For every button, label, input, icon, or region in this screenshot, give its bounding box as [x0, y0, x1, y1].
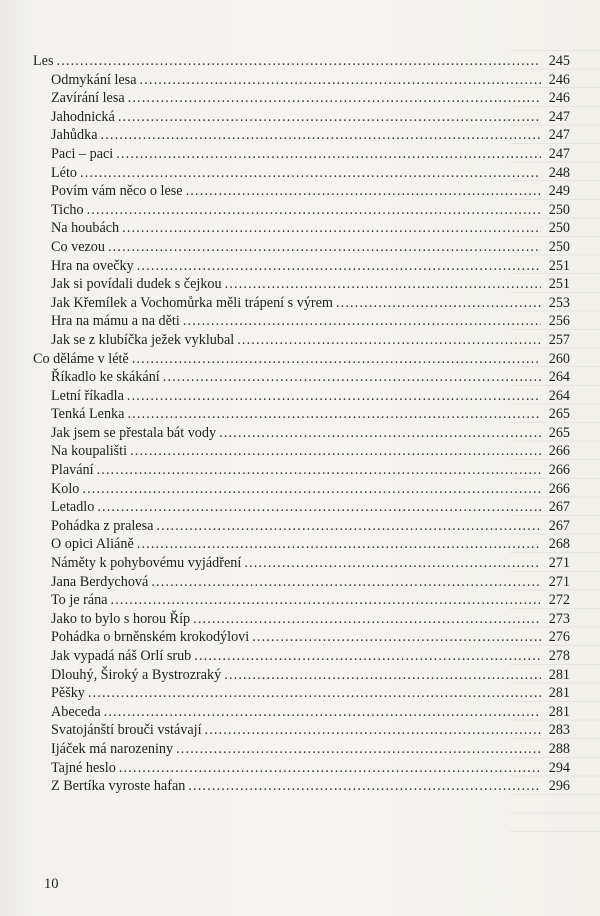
toc-entry [33, 461, 570, 480]
dot-leader [336, 294, 541, 313]
toc-entry-title: Odmykání lesa [51, 71, 137, 88]
toc-entry [33, 387, 570, 406]
dot-leader [252, 628, 541, 647]
toc-entry [33, 517, 570, 536]
toc-entry [33, 126, 570, 145]
dot-leader [237, 331, 541, 350]
toc-entry-title: Jak si povídali dudek s čejkou [51, 276, 222, 293]
toc-entry-page: 267 [548, 499, 570, 516]
dot-leader [219, 424, 541, 443]
toc-entry-page: 253 [548, 294, 570, 311]
dot-leader [119, 759, 541, 778]
dot-leader [111, 591, 541, 610]
toc-entry [33, 554, 570, 573]
toc-entry-title: Jak Křemílek a Vochomůrka měli trápení s výrem [51, 294, 333, 311]
toc-entry-page: 246 [548, 71, 570, 88]
dot-leader [225, 275, 541, 294]
toc-entry-page: 271 [548, 573, 570, 590]
dot-leader [122, 219, 541, 238]
toc-entry [33, 498, 570, 517]
dot-leader [163, 368, 541, 387]
toc-entry-page: 266 [548, 480, 570, 497]
toc-entry-title: Jak vypadá náš Orlí srub [51, 648, 192, 664]
dot-leader [97, 498, 541, 517]
toc-entry-title: Říkadlo ke skákání [51, 369, 160, 386]
dot-leader [205, 721, 541, 740]
dot-leader [88, 684, 541, 703]
toc-entry-page: 247 [548, 145, 570, 162]
toc-entry [33, 108, 570, 127]
toc-entry-title: Jak se z klubíčka ježek vyklubal [51, 331, 235, 348]
toc-entry-page: 294 [548, 759, 570, 776]
dot-leader [176, 740, 541, 759]
toc-entry [33, 591, 570, 610]
toc-entry-title: Co vezou [51, 238, 105, 255]
toc-entry-title: Hra na mámu a na děti [51, 313, 180, 330]
dot-leader [188, 777, 541, 796]
toc-entry-page: 250 [548, 220, 570, 237]
dot-leader [128, 89, 541, 108]
toc-entry-title: Abeceda [51, 703, 101, 720]
toc-entry-title: Na koupališti [51, 443, 128, 460]
toc-entry [33, 684, 570, 703]
toc-entry [33, 777, 570, 796]
toc-entry [33, 238, 570, 257]
dot-leader [137, 257, 541, 276]
toc-entry [33, 331, 570, 350]
toc-section [33, 52, 570, 71]
toc-entry [33, 219, 570, 238]
toc-entry-title: Jahůdka [51, 127, 98, 144]
toc-entry-title: Svatojánští brouči vstávají [51, 722, 202, 739]
toc-entry-title: Jako to bylo s horou Říp [51, 610, 191, 627]
toc-entry-title: Z Bertíka vyroste hafan [51, 778, 186, 795]
toc-entry-page: 251 [548, 276, 570, 293]
page-number: 10 [44, 876, 59, 892]
toc-entry-title: Kolo [51, 480, 80, 497]
toc-entry-title: Náměty k pohybovému vyjádření [51, 555, 242, 572]
toc-entry-page: 264 [548, 369, 570, 386]
dot-leader [194, 647, 541, 666]
toc-entry [33, 703, 570, 722]
table-of-contents [33, 52, 570, 796]
toc-entry-page: 296 [548, 778, 570, 795]
toc-entry-title: Les [33, 53, 54, 69]
dot-leader [224, 666, 541, 685]
toc-entry-page: 256 [548, 313, 570, 330]
toc-entry-title: Povím vám něco o lese [51, 183, 183, 200]
toc-entry-title: Co děláme v létě [33, 350, 129, 367]
dot-leader [156, 517, 541, 536]
toc-entry-title: To je rána [51, 592, 108, 609]
dot-leader [57, 52, 542, 71]
toc-entry-title: Ticho [51, 201, 84, 218]
toc-entry-page: 288 [548, 740, 570, 757]
toc-entry-page: 273 [548, 610, 570, 627]
dot-leader [186, 182, 541, 201]
toc-entry [33, 405, 570, 424]
toc-entry [33, 424, 570, 443]
toc-entry-page: 247 [548, 108, 570, 125]
dot-leader [118, 108, 541, 127]
toc-entry-page: 278 [548, 648, 570, 664]
toc-entry-page: 260 [548, 350, 570, 367]
toc-entry-title: Jak jsem se přestala bát vody [51, 424, 217, 441]
dot-leader [151, 573, 541, 592]
toc-entry [33, 442, 570, 461]
dot-leader [127, 405, 541, 424]
toc-entry-title: Na houbách [51, 220, 120, 237]
toc-entry [33, 628, 570, 647]
toc-entry-page: 257 [548, 331, 570, 348]
toc-entry [33, 480, 570, 499]
toc-entry-page: 268 [548, 536, 570, 553]
toc-entry-title: Pohádka z pralesa [51, 517, 154, 534]
toc-entry-title: Paci – paci [51, 145, 114, 162]
toc-entry-title: Zavírání lesa [51, 90, 125, 107]
toc-entry-page: 265 [548, 406, 570, 423]
toc-entry [33, 71, 570, 90]
toc-entry-title: Pohádka o brněnském krokodýlovi [51, 629, 250, 646]
toc-entry [33, 164, 570, 183]
toc-entry-title: Pěšky [51, 685, 85, 702]
toc-entry-page: 281 [548, 703, 570, 720]
toc-entry-page: 267 [548, 517, 570, 534]
dot-leader [104, 703, 541, 722]
dot-leader [97, 461, 541, 480]
toc-section [33, 350, 570, 369]
toc-entry-page: 247 [548, 127, 570, 144]
toc-entry-title: Ijáček má narozeniny [51, 740, 174, 757]
toc-entry [33, 610, 570, 629]
toc-entry-title: Tenká Lenka [51, 406, 125, 423]
dot-leader [80, 164, 541, 183]
dot-leader [127, 387, 541, 406]
dot-leader [87, 201, 541, 220]
toc-entry-page: 246 [548, 90, 570, 107]
toc-entry [33, 294, 570, 313]
toc-entry [33, 535, 570, 554]
toc-entry-title: Léto [51, 164, 77, 181]
toc-entry-page: 264 [548, 387, 570, 404]
toc-entry-title: Hra na ovečky [51, 257, 134, 274]
toc-entry-page: 245 [548, 53, 570, 69]
toc-entry-page: 281 [548, 666, 570, 683]
toc-entry-page: 251 [548, 257, 570, 274]
toc-entry [33, 312, 570, 331]
toc-entry-title: Jahodnická [51, 108, 115, 125]
dot-leader [183, 312, 541, 331]
toc-entry-page: 266 [548, 462, 570, 479]
dot-leader [140, 71, 542, 90]
toc-entry [33, 740, 570, 759]
toc-entry [33, 721, 570, 740]
dot-leader [82, 480, 541, 499]
toc-entry-page: 265 [548, 424, 570, 441]
toc-entry-page: 266 [548, 443, 570, 460]
toc-entry [33, 275, 570, 294]
dot-leader [108, 238, 541, 257]
toc-entry-page: 248 [548, 164, 570, 181]
toc-entry-title: Jana Berdychová [51, 573, 149, 590]
toc-entry [33, 368, 570, 387]
dot-leader [130, 442, 541, 461]
dot-leader [132, 350, 541, 369]
toc-entry-page: 276 [548, 629, 570, 646]
toc-entry [33, 257, 570, 276]
toc-entry-page: 250 [548, 201, 570, 218]
dot-leader [116, 145, 541, 164]
toc-entry [33, 182, 570, 201]
toc-entry-title: Dlouhý, Široký a Bystrozraký [51, 666, 222, 683]
toc-entry-title: Letní říkadla [51, 387, 124, 404]
toc-entry [33, 201, 570, 220]
toc-entry-page: 271 [548, 555, 570, 572]
toc-entry [33, 759, 570, 778]
dot-leader [101, 126, 542, 145]
toc-entry [33, 647, 570, 666]
toc-entry-title: Tajné heslo [51, 759, 116, 776]
dot-leader [244, 554, 541, 573]
toc-entry-page: 283 [548, 722, 570, 739]
dot-leader [193, 610, 541, 629]
dot-leader [137, 535, 541, 554]
toc-entry [33, 89, 570, 108]
toc-entry-page: 250 [548, 238, 570, 255]
toc-entry [33, 573, 570, 592]
toc-entry [33, 145, 570, 164]
toc-entry-title: Letadlo [51, 499, 95, 516]
toc-entry-page: 249 [548, 183, 570, 200]
toc-entry [33, 666, 570, 685]
toc-entry-title: O opici Aliáně [51, 536, 134, 553]
toc-entry-page: 272 [548, 592, 570, 609]
toc-entry-page: 281 [548, 685, 570, 702]
toc-entry-title: Plavání [51, 462, 94, 479]
